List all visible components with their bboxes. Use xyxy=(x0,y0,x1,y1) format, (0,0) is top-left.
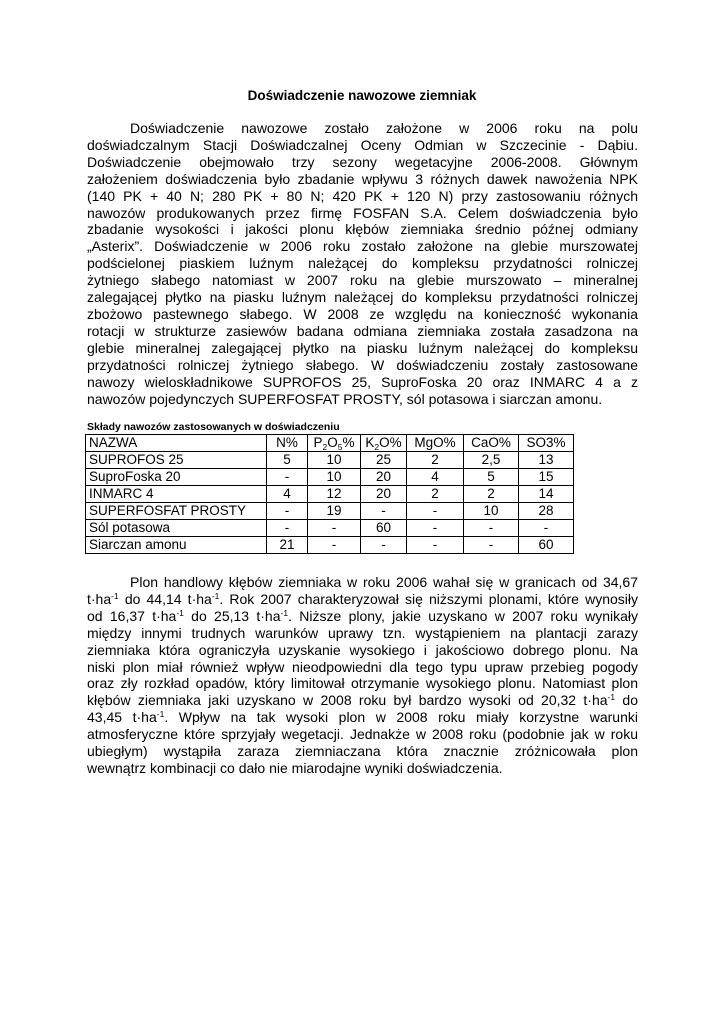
value-cell: - xyxy=(407,537,464,554)
value-cell: 2 xyxy=(407,452,464,469)
intro-paragraph xyxy=(87,120,638,407)
value-cell: 2 xyxy=(464,486,519,503)
table-row xyxy=(86,469,574,486)
value-cell: 25 xyxy=(361,452,407,469)
table-row xyxy=(86,520,574,537)
table-body xyxy=(86,452,574,554)
text-line: $t\cdot ha^{-1}$ do 44,14 $t\cdot ha^{-1}$. Rok 2007 charakteryzował się niższymi plonami, które wynosiły xyxy=(87,590,638,607)
header-cao: CaO% xyxy=(464,435,519,452)
value-cell: - xyxy=(267,520,308,537)
header-so3: SO3% xyxy=(519,435,574,452)
value-cell: 10 xyxy=(464,503,519,520)
value-cell: 2 xyxy=(407,486,464,503)
value-cell: 28 xyxy=(519,503,574,520)
header-k2o: $K_2O\%$ xyxy=(361,435,407,452)
value-cell: 2,5 xyxy=(464,452,519,469)
fertilizer-name-cell: INMARC 4 xyxy=(86,486,267,503)
value-cell: 5 xyxy=(464,469,519,486)
value-cell: 10 xyxy=(308,452,361,469)
text-line: nawozów pojedynczych SUPERFOSFAT PROSTY, sól potasowa i siarczan amonu. xyxy=(87,390,603,407)
text-line: zbożowo pastewnego słabego. W 2008 ze względu na konieczność wykonania xyxy=(87,305,638,322)
text-line: nawozów produkowanych przez firmę FOSFAN S.A. Celem doświadczenia było xyxy=(87,204,638,221)
document-title: Doświadczenie nawozowe ziemniak xyxy=(247,88,477,103)
text-line: glebie mineralnej zalegającej płytko na piasku luźnym należącej do kompleksu xyxy=(87,339,638,356)
fertilizer-name-cell: Siarczan amonu xyxy=(86,537,267,554)
text-line: Plon handlowy kłębów ziemniaka w roku 2006 wahał się w granicach od 34,67 xyxy=(130,574,638,590)
text-line: niski plon miał również wpływ nieodpowiedni dla tego typu upraw przebieg pogody xyxy=(87,658,638,675)
header-name: NAZWA xyxy=(86,435,267,452)
fertilizer-name-cell: Sól potasowa xyxy=(86,520,267,537)
header-n: N% xyxy=(267,435,308,452)
value-cell: 10 xyxy=(308,469,361,486)
text-line: żytniego słabego natomiast w 2007 roku na glebie murszowato – mineralnej xyxy=(87,272,638,289)
value-cell: 20 xyxy=(361,469,407,486)
value-cell: 5 xyxy=(267,452,308,469)
text-line: doświadczalnym Stacji Doświadczalnej Oceny Odmian w Szczecinie - Dąbiu. xyxy=(87,136,638,153)
table-row xyxy=(86,503,574,520)
value-cell: 20 xyxy=(361,486,407,503)
text-line: „Asterix”. Doświadczenie w 2006 roku zostało założone na glebie murszowatej xyxy=(87,238,638,255)
value-cell: 4 xyxy=(267,486,308,503)
text-line: kłębów ziemniaka jaki uzyskano w 2008 roku był bardzo wysoki od 20,32 $t\cdot ha^{-1}$ do xyxy=(87,692,638,709)
text-line: zbadanie wysokości i jakości plonu kłębów ziemniaka średnio późnej odmiany xyxy=(87,221,638,238)
value-cell: - xyxy=(464,520,519,537)
value-cell: - xyxy=(361,537,407,554)
value-cell: 4 xyxy=(407,469,464,486)
value-cell: - xyxy=(407,503,464,520)
value-cell: - xyxy=(519,520,574,537)
table-caption: Składy nawozów zastosowanych w doświadczeniu xyxy=(87,421,340,433)
text-line: ubiegłym) wystąpiła zaraza ziemniaczana która znacznie zróżnicowała plon xyxy=(87,743,638,760)
text-line: 43,45 $t\cdot ha^{-1}$. Wpływ na tak wysoki plon w 2008 roku miały korzystne warunki xyxy=(87,709,638,726)
value-cell: 13 xyxy=(519,452,574,469)
text-line: między innymi trudnych warunków uprawy tzn. wystąpieniem na plantacji zarazy xyxy=(87,624,638,641)
value-cell: - xyxy=(267,503,308,520)
value-cell: - xyxy=(308,537,361,554)
value-cell: 21 xyxy=(267,537,308,554)
text-line: Doświadczenie nawozowe zostało założone w 2006 roku na polu xyxy=(130,120,638,136)
text-line: rotacji w strukturze zasiewów badana odmiana ziemniaka została zasadzona na xyxy=(87,322,638,339)
value-cell: - xyxy=(361,503,407,520)
value-cell: 12 xyxy=(308,486,361,503)
value-cell: - xyxy=(308,520,361,537)
value-cell: 14 xyxy=(519,486,574,503)
text-line: Doświadczenie obejmowało trzy sezony wegetacyjne 2006-2008. Głównym xyxy=(87,153,638,170)
fertilizer-name-cell: SUPROFOS 25 xyxy=(86,452,267,469)
value-cell: 60 xyxy=(361,520,407,537)
table-header-row xyxy=(86,435,574,452)
text-line: oraz zły rozkład opadów, który limitował otrzymanie wysokiego plonu. Natomiast plon xyxy=(87,675,638,692)
text-line: (140 PK + 40 N; 280 PK + 80 N; 420 PK + 120 N) przy zastosowaniu różnych xyxy=(87,187,638,204)
value-cell: 15 xyxy=(519,469,574,486)
fertilizer-composition-table xyxy=(85,434,574,554)
table-row xyxy=(86,452,574,469)
table-row xyxy=(86,486,574,503)
text-line: wewnątrz kombinacji co dało nie miarodajne wyniki doświadczenia. xyxy=(87,759,503,776)
header-mgo: MgO% xyxy=(407,435,464,452)
text-line: podścielonej piaskiem luźnym należącej do kompleksu przydatności rolniczej xyxy=(87,255,638,272)
text-line: od 16,37 $t\cdot ha^{-1}$ do 25,13 $t\cdot ha^{-1}$. Niższe plony, jakie uzyskano w 2007 roku wynikały xyxy=(87,607,638,624)
text-line: atmosferyczne które sprzyjały wegetacji. Jednakże w 2008 roku (podobnie jak w roku xyxy=(87,726,638,743)
text-line: nawozy wieloskładnikowe SUPROFOS 25, SuproFoska 20 oraz INMARC 4 a z xyxy=(87,373,638,390)
text-line: zalegającej płytko na piasku luźnym należącej do kompleksu przydatności rolniczej xyxy=(87,289,638,306)
text-line: założeniem doświadczenia było zbadanie wpływu 3 różnych dawek nawożenia NPK xyxy=(87,170,638,187)
value-cell: - xyxy=(407,520,464,537)
fertilizer-name-cell: SUPERFOSFAT PROSTY xyxy=(86,503,267,520)
value-cell: 60 xyxy=(519,537,574,554)
fertilizer-name-cell: SuproFoska 20 xyxy=(86,469,267,486)
header-p2o5: $P_2O_5\%$ xyxy=(308,435,361,452)
value-cell: 19 xyxy=(308,503,361,520)
value-cell: - xyxy=(267,469,308,486)
text-line: ziemniaka która ograniczyła uzyskanie wysokiego i jakościowo dobrego plonu. Na xyxy=(87,641,638,658)
text-line: przydatności rolniczej żytniego słabego. W doświadczeniu zostały zastosowane xyxy=(87,356,638,373)
table-row xyxy=(86,537,574,554)
value-cell: - xyxy=(464,537,519,554)
yield-paragraph xyxy=(87,574,638,777)
